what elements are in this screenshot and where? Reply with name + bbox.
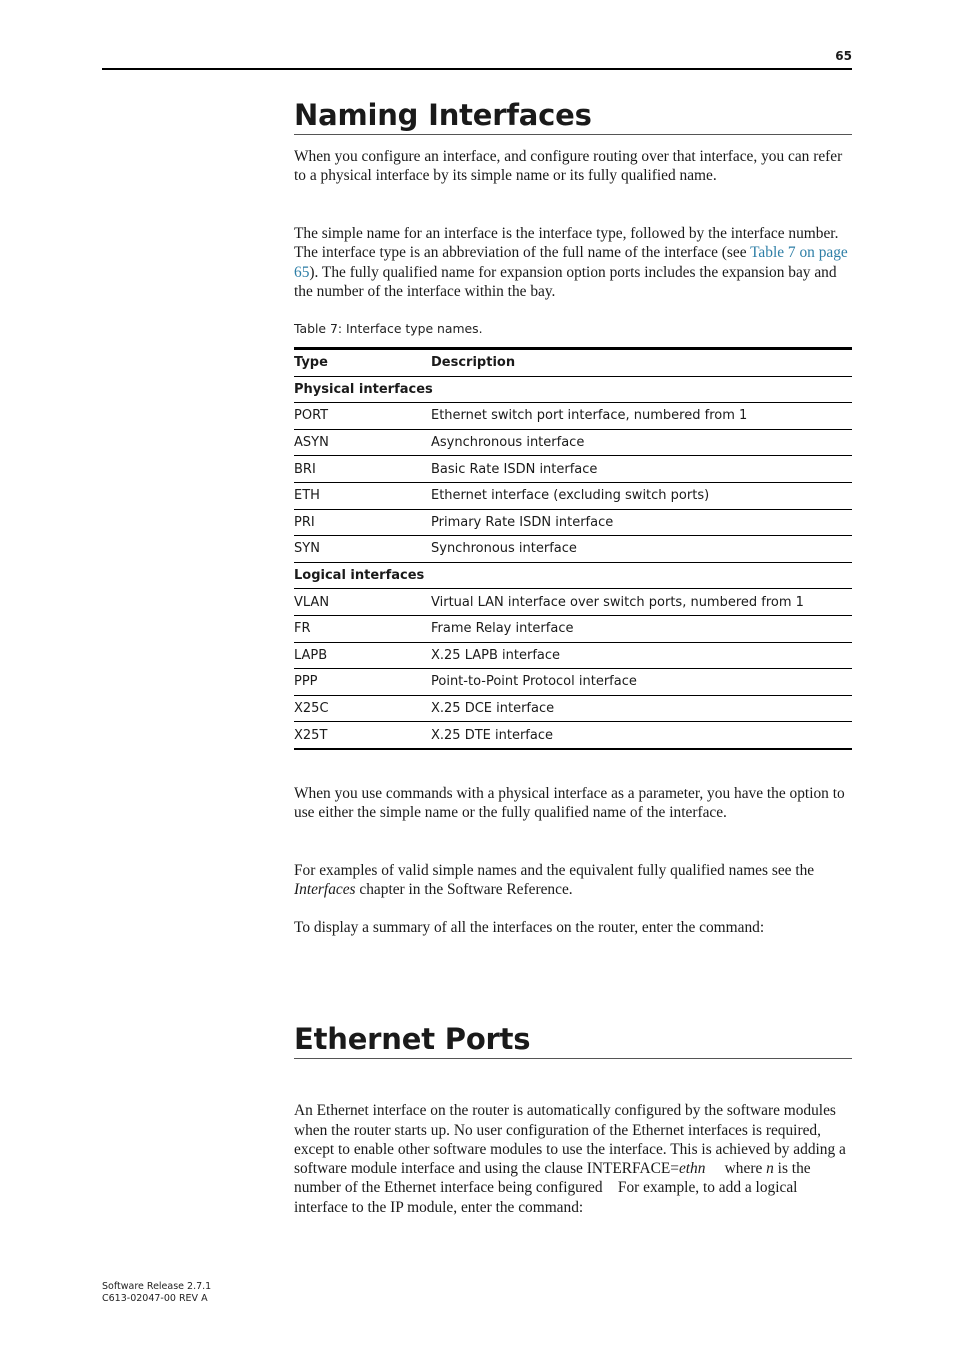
table-row [294, 642, 852, 669]
page-number: 65 [835, 49, 852, 63]
interface-type-table-wrapper [294, 347, 852, 750]
cell-description: Synchronous interface [431, 536, 852, 563]
paragraph [294, 784, 852, 823]
section-title: Ethernet Ports [294, 1022, 852, 1059]
table-row [294, 429, 852, 456]
footer-release: Software Release 2.7.1 [102, 1281, 212, 1292]
cell-description: X.25 LAPB interface [431, 642, 852, 669]
footer [102, 1281, 211, 1305]
cell-description: Asynchronous interface [431, 429, 852, 456]
paragraph [294, 1082, 852, 1217]
paragraph [294, 861, 852, 900]
cell-type: X25T [294, 727, 328, 743]
cell-type: FR [294, 615, 431, 642]
cell-description: Point-to-Point Protocol interface [431, 669, 852, 696]
section-naming-interfaces [294, 98, 852, 135]
cell-type: PRI [294, 509, 431, 536]
header-rule [102, 68, 852, 70]
table-section-row [294, 562, 852, 589]
table-row [294, 509, 852, 536]
cell-type: ETH [294, 482, 431, 509]
cell-type: LAPB [294, 642, 431, 669]
cell-description: X.25 DCE interface [431, 695, 852, 722]
footer-doc-number: C613-02047-00 REV A [102, 1293, 208, 1304]
cell-description: Primary Rate ISDN interface [431, 509, 852, 536]
cell-description: Ethernet switch port interface, numbered from 1 [431, 403, 852, 430]
paragraph-text: When you use commands with a physical interface as a parameter, you have the option to use either the simple name or the fully qualified name of the interface. [294, 785, 845, 822]
paragraph [294, 224, 852, 301]
cell-type: ASYN [294, 429, 431, 456]
paragraph-text: When you configure an interface, and configure routing over that interface, you can refer to a physical interface by its simple name or its fully qualified name. [294, 148, 843, 185]
emphasis-text: n [766, 1160, 774, 1178]
paragraph [294, 147, 852, 186]
cell-description: X.25 DTE interface [431, 727, 553, 743]
table-row [294, 536, 852, 563]
section-ethernet-ports [294, 1022, 852, 1059]
table-reference-link[interactable]: Table 7 on page 65 [294, 244, 848, 281]
cell-description: Ethernet interface (excluding switch ports) [431, 482, 852, 509]
column-header-type: Type [294, 349, 431, 377]
cell-type: PPP [294, 669, 431, 696]
table-header-row [294, 349, 852, 377]
table-row [294, 482, 852, 509]
paragraph-text: For examples of valid simple names and the equivalent fully qualified names see the [294, 862, 815, 879]
paragraph-text: ). The fully qualified name for expansion option ports includes the expansion bay and the number of the interface within the bay. [294, 263, 837, 300]
table-row [294, 589, 852, 616]
emphasis-text: Interfaces [294, 881, 356, 899]
cell-type: VLAN [294, 589, 431, 616]
section-heading-logical: Logical interfaces [294, 562, 852, 589]
cell-type: X25C [294, 695, 431, 722]
cell-type: SYN [294, 536, 431, 563]
paragraph-text: where [705, 1160, 767, 1178]
emphasis-text: ethn [678, 1160, 706, 1178]
table-row [294, 456, 852, 483]
cell-type: PORT [294, 403, 431, 430]
paragraph-text: An Ethernet interface on the router is automatically configured by the software modules when the router starts up. No user configuration of the Ethernet interfaces is required, except to enable other software modules to use the interface. This is achieved by adding a software module interface and using the clause INTERFACE= [294, 1102, 850, 1178]
cell-description: Frame Relay interface [431, 615, 852, 642]
table-row [294, 403, 852, 430]
interface-type-table [294, 347, 852, 750]
column-header-description: Description [431, 349, 852, 377]
paragraph-text: is the number of the Ethernet interface being configured For example, to add a logical interface to the IP module, enter the command: [294, 1160, 815, 1216]
section-heading-physical: Physical interfaces [294, 376, 852, 403]
table-row [294, 615, 852, 642]
cell-type: BRI [294, 456, 431, 483]
paragraph-text: To display a summary of all the interfaces on the router, enter the command: [294, 919, 765, 936]
cell-description: Virtual LAN interface over switch ports, numbered from 1 [431, 589, 852, 616]
table-row [294, 722, 852, 749]
table-caption: Table 7: Interface type names. [294, 321, 483, 336]
table-row [294, 669, 852, 696]
paragraph-text: The simple name for an interface is the interface type, followed by the interface number. The interface type is an abbreviation of the full name of the interface (see [294, 225, 839, 262]
paragraph [294, 918, 852, 937]
cell-description: Basic Rate ISDN interface [431, 456, 852, 483]
paragraph-text: chapter in the Software Reference. [355, 881, 573, 899]
table-row [294, 695, 852, 722]
section-title: Naming Interfaces [294, 98, 852, 135]
table-section-row [294, 376, 852, 403]
